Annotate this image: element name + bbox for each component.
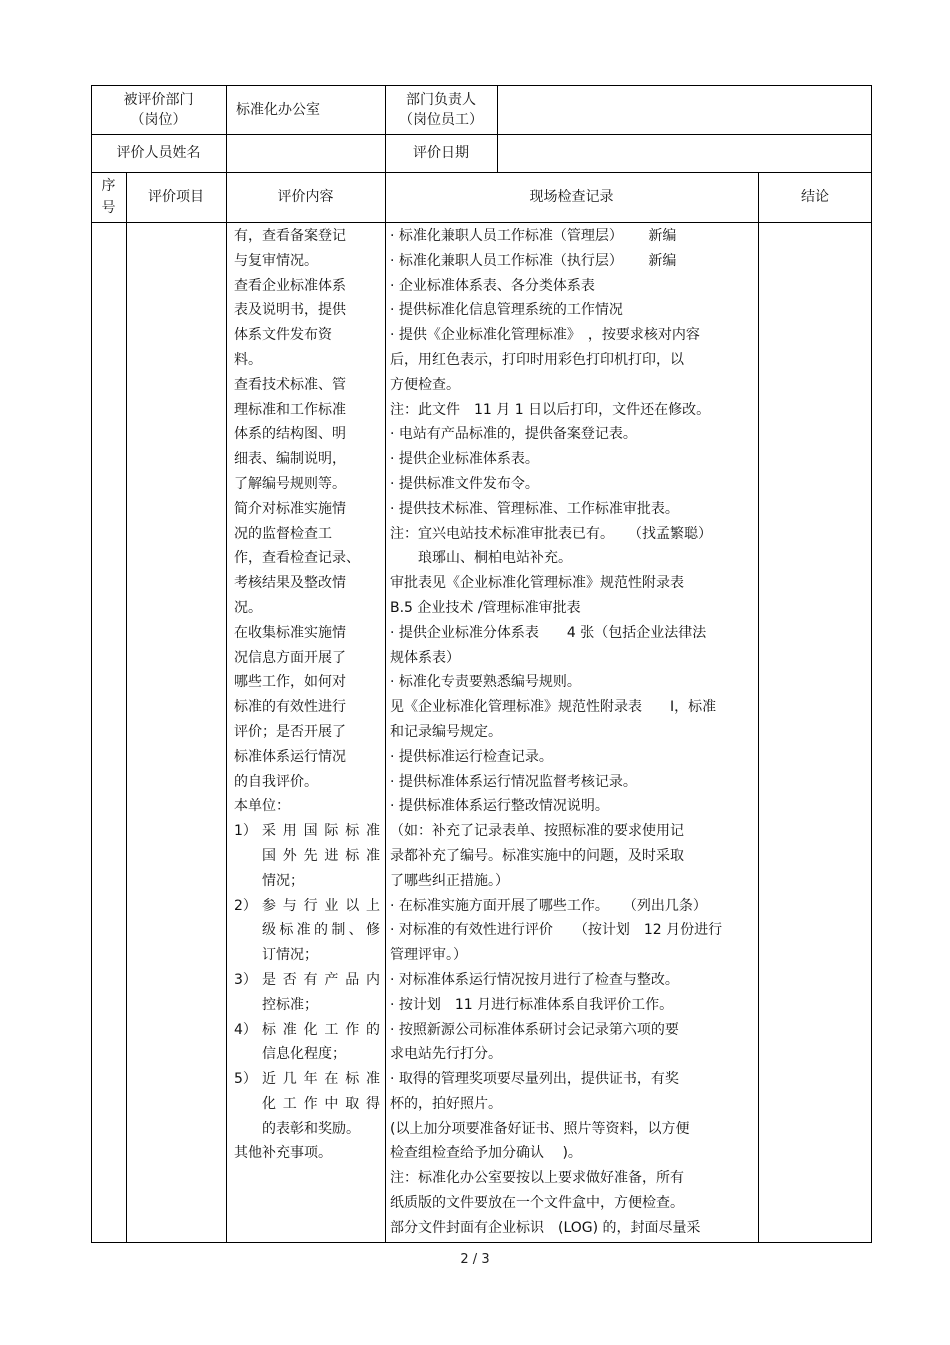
record-line: · 提供标准化信息管理系统的工作情况 — [390, 302, 623, 319]
content-line: 体系的结构图、明 — [234, 426, 346, 443]
record-line: 琅琊山、桐柏电站补充。 — [390, 550, 572, 567]
record-line: 见《企业标准化管理标准》规范性附录表 I，标准 — [390, 699, 717, 716]
item-number: 2） — [234, 897, 257, 914]
record-line: · 电站有产品标准的，提供备案登记表。 — [390, 426, 637, 443]
record-line: （如：补充了记录表单、按照标准的要求使用记 — [390, 823, 684, 840]
evaluation-content-cell — [234, 224, 380, 1166]
item-line: 订情况； — [262, 947, 318, 964]
record-line: 检查组检查给予加分确认 )。 — [390, 1145, 582, 1162]
content-line: 况信息方面开展了 — [234, 649, 346, 666]
dept-value-text: 标准化办公室 — [236, 101, 320, 118]
item-text — [262, 1067, 380, 1141]
record-line: 和记录编号规定。 — [390, 723, 502, 740]
leader-value — [497, 85, 872, 134]
content-line: 标准体系运行情况 — [234, 748, 346, 765]
record-line: · 按计划 11 月进行标准体系自我评价工作。 — [390, 996, 674, 1013]
record-line: 注：此文件 11 月 1 日以后打印，文件还在修改。 — [390, 401, 711, 418]
dept-value — [226, 85, 385, 134]
item-text — [262, 968, 380, 1018]
col-divider — [385, 85, 386, 1243]
record-line: 注：宜兴电站技术标准审批表已有。 （找孟繁聪） — [390, 525, 712, 542]
col-header-seq-text: 序 号 — [101, 178, 116, 216]
date-value — [497, 134, 872, 172]
content-line: 标准的有效性进行 — [234, 699, 346, 716]
record-line: 了哪些纠正措施。） — [390, 872, 509, 889]
record-line: · 提供标准体系运行情况监督考核记录。 — [390, 773, 637, 790]
record-line: · 企业标准体系表、各分类体系表 — [390, 277, 595, 294]
content-numbered-item — [234, 968, 380, 1018]
content-numbered-item — [234, 1067, 380, 1141]
dept-label-text: 被评价部门 （岗位） — [123, 91, 194, 128]
col-header-conclusion — [758, 172, 872, 222]
leader-label-text: 部门负责人 （岗位员工） — [399, 91, 483, 128]
content-line: 简介对标准实施情 — [234, 500, 346, 517]
item-line: 参与行业以上 — [262, 897, 380, 914]
evaluator-label — [91, 134, 226, 172]
date-label — [385, 134, 497, 172]
item-line: 级标准的制、修 — [262, 922, 380, 939]
content-numbered-item — [234, 1018, 380, 1068]
item-line: 是否有产品内 — [262, 971, 380, 988]
record-line: 管理评审。） — [390, 947, 467, 964]
record-line: 后，用红色表示，打印时用彩色打印机打印，以 — [390, 351, 684, 368]
item-line: 化工作中取得 — [262, 1095, 380, 1112]
item-line: 信息化程度； — [262, 1046, 346, 1063]
content-numbered-item — [234, 894, 380, 968]
record-line: · 在标准实施方面开展了哪些工作。 （列出几条） — [390, 897, 707, 914]
item-number: 1） — [234, 823, 257, 840]
content-line: 细表、编制说明， — [234, 451, 346, 468]
record-line: · 取得的管理奖项要尽量列出，提供证书，有奖 — [390, 1071, 679, 1088]
dept-label — [91, 85, 226, 134]
content-numbered-item — [234, 819, 380, 893]
content-line: 评价；是否开展了 — [234, 723, 346, 740]
record-line: · 提供企业标准体系表。 — [390, 451, 539, 468]
date-label-text: 评价日期 — [413, 145, 469, 161]
item-line: 近几年在标准 — [262, 1071, 380, 1088]
content-line: 料。 — [234, 351, 262, 368]
item-number: 3） — [234, 971, 257, 988]
col-header-content — [226, 172, 385, 222]
record-line: 注：标准化办公室要按以上要求做好准备，所有 — [390, 1170, 684, 1187]
record-line: · 提供技术标准、管理标准、工作标准审批表。 — [390, 500, 679, 517]
record-line: · 按照新源公司标准体系研讨会记录第六项的要 — [390, 1021, 679, 1038]
evaluator-label-text: 评价人员姓名 — [116, 145, 201, 161]
item-number: 5） — [234, 1071, 257, 1088]
record-line: · 标准化专责要熟悉编号规则。 — [390, 674, 581, 691]
col-header-content-text: 评价内容 — [277, 189, 334, 205]
content-line: 与复审情况。 — [234, 252, 318, 269]
item-line: 国外先进标准 — [262, 847, 380, 864]
record-line: 求电站先行打分。 — [390, 1046, 502, 1063]
content-line: 查看技术标准、管 — [234, 376, 346, 393]
col-divider — [226, 85, 227, 1243]
content-line: 在收集标准实施情 — [234, 624, 346, 641]
record-line: · 提供《企业标准化管理标准》 ，按要求核对内容 — [390, 327, 700, 344]
evaluator-value — [226, 134, 385, 172]
record-line: 杯的，拍好照片。 — [390, 1095, 502, 1112]
inspection-record-cell — [390, 224, 752, 1241]
record-line: 录都补充了编号。标准实施中的问题，及时采取 — [390, 847, 684, 864]
item-text — [262, 1018, 380, 1068]
content-line: 其他补充事项。 — [234, 1145, 332, 1162]
col-header-item-text: 评价项目 — [148, 189, 204, 205]
record-line: 部分文件封面有企业标识 (LOG) 的，封面尽量采 — [390, 1219, 701, 1236]
item-line: 控标准； — [262, 996, 318, 1013]
record-line: · 提供标准体系运行整改情况说明。 — [390, 798, 609, 815]
record-line: 方便检查。 — [390, 376, 460, 393]
item-text — [262, 894, 380, 968]
record-line: · 标准化兼职人员工作标准（执行层） 新编 — [390, 252, 677, 269]
content-line: 况。 — [234, 599, 262, 616]
item-line: 标准化工作的 — [262, 1021, 380, 1038]
content-line: 哪些工作，如何对 — [234, 674, 346, 691]
record-line: · 标准化兼职人员工作标准（管理层） 新编 — [390, 228, 677, 244]
content-line: 有，查看备案登记 — [234, 228, 346, 244]
item-line: 情况； — [262, 872, 304, 889]
record-line: · 提供标准文件发布令。 — [390, 475, 539, 492]
content-line: 本单位： — [234, 798, 290, 815]
col-header-seq — [91, 172, 126, 222]
col-header-record — [385, 172, 758, 222]
row-divider — [91, 222, 872, 223]
content-line: 理标准和工作标准 — [234, 401, 346, 418]
record-line: · 对标准体系运行情况按月进行了检查与整改。 — [390, 971, 679, 988]
content-line: 表及说明书，提供 — [234, 302, 346, 319]
record-line: B.5 企业技术 /管理标准审批表 — [390, 599, 581, 616]
record-line: · 对标准的有效性进行评价 （按计划 12 月份进行 — [390, 922, 723, 939]
record-line: · 提供企业标准分体系表 4 张（包括企业法律法 — [390, 624, 707, 641]
record-line: 审批表见《企业标准化管理标准》规范性附录表 — [390, 575, 684, 592]
page-number: 2 / 3 — [460, 1252, 490, 1267]
col-divider — [758, 172, 759, 1243]
content-line: 作，查看检查记录、 — [234, 550, 360, 567]
content-line: 况的监督检查工 — [234, 525, 332, 542]
content-line: 体系文件发布资 — [234, 327, 332, 344]
col-header-record-text: 现场检查记录 — [529, 189, 614, 205]
item-line: 采用国际标准 — [262, 823, 380, 840]
item-number: 4） — [234, 1021, 257, 1038]
item-text — [262, 819, 380, 893]
record-line: 纸质版的文件要放在一个文件盒中，方便检查。 — [390, 1195, 684, 1212]
item-line: 的表彰和奖励。 — [262, 1120, 360, 1137]
record-line: · 提供标准运行检查记录。 — [390, 748, 553, 765]
col-divider — [126, 172, 127, 1243]
content-line: 的自我评价。 — [234, 773, 318, 790]
content-line: 考核结果及整改情 — [234, 575, 346, 592]
content-line: 了解编号规则等。 — [234, 475, 346, 492]
record-line: (以上加分项要准备好证书、照片等资料，以方便 — [390, 1120, 690, 1137]
content-line: 查看企业标准体系 — [234, 277, 346, 294]
leader-label — [385, 85, 497, 134]
record-line: 规体系表） — [390, 649, 460, 666]
col-header-conclusion-text: 结论 — [801, 189, 829, 205]
col-header-item — [126, 172, 226, 222]
